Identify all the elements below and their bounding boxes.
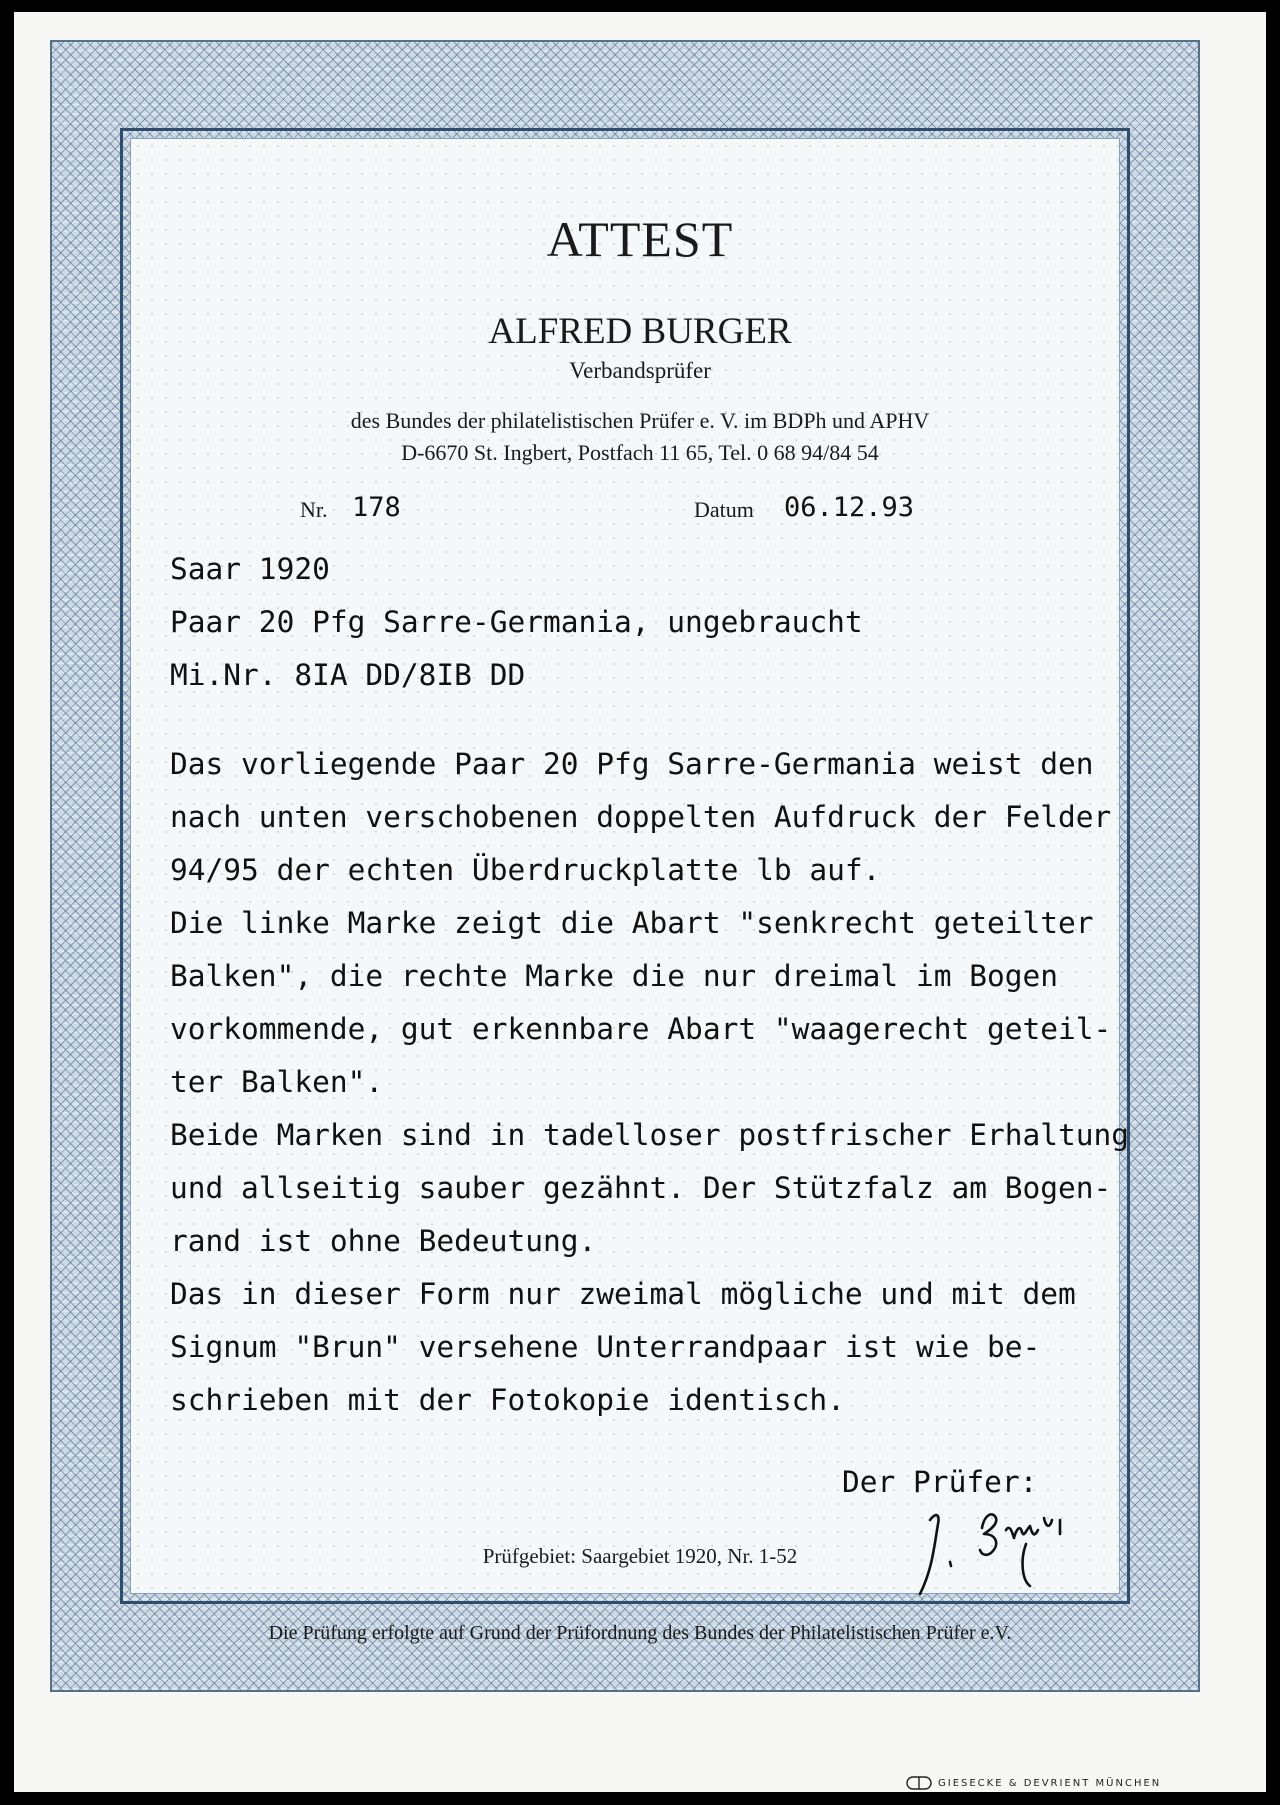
association-line: des Bundes der philatelistischen Prüfer e. V. im BDPh und APHV [350,408,930,433]
number-label: Nr. [300,497,328,522]
address-line: D-6670 St. Ingbert, Postfach 11 65, Tel. 0 68 94/84 54 [401,440,879,465]
stamp-line: Saar 1920 [170,552,330,586]
body-line: nach unten verschobenen doppelten Aufdruck der Felder [170,800,1112,834]
examiner-signature-label: Der Prüfer: [842,1465,1038,1499]
body-line: Das in dieser Form nur zweimal mögliche und mit dem [170,1277,1076,1311]
body-line: Die linke Marke zeigt die Abart "senkrecht geteilter [170,906,1094,940]
body-line: Signum "Brun" versehene Unterrandpaar ist wie be- [170,1330,1041,1364]
body-line: Das vorliegende Paar 20 Pfg Sarre-Germania weist den [170,747,1094,781]
body-line: und allseitig sauber gezähnt. Der Stützfalz am Bogen- [170,1171,1112,1205]
printer-imprint [906,1772,1161,1794]
printer-name: GIESECKE & DEVRIENT MÜNCHEN [938,1777,1162,1789]
body-line: Beide Marken sind in tadelloser postfrischer Erhaltung [170,1118,1130,1152]
number-value: 178 [352,492,401,523]
examination-rules-note: Die Prüfung erfolgte auf Grund der Prüfordnung des Bundes der Philatelistischen Prüfer e.V. [268,1622,1012,1644]
examination-scope: Prüfgebiet: Saargebiet 1920, Nr. 1-52 [482,1544,798,1568]
body-line: schrieben mit der Fotokopie identisch. [170,1383,845,1417]
stamp-line: Paar 20 Pfg Sarre-Germania, ungebraucht [170,605,863,639]
examiner-role: Verbandsprüfer [569,358,711,383]
body-line: rand ist ohne Bedeutung. [170,1224,597,1258]
body-line: vorkommende, gut erkennbare Abart "waagerecht geteil- [170,1012,1112,1046]
date-label: Datum [694,497,754,522]
giesecke-devrient-logo-icon [906,1776,932,1790]
body-line: ter Balken". [170,1065,384,1099]
certificate-title: ATTEST [546,211,734,267]
body-line: Balken", die rechte Marke die nur dreimal im Bogen [170,959,1059,993]
date-value: 06.12.93 [784,492,915,523]
examiner-name: ALFRED BURGER [488,311,792,352]
stamp-line: Mi.Nr. 8IA DD/8IB DD [170,658,526,692]
body-line: 94/95 der echten Überdruckplatte lb auf. [170,853,881,887]
